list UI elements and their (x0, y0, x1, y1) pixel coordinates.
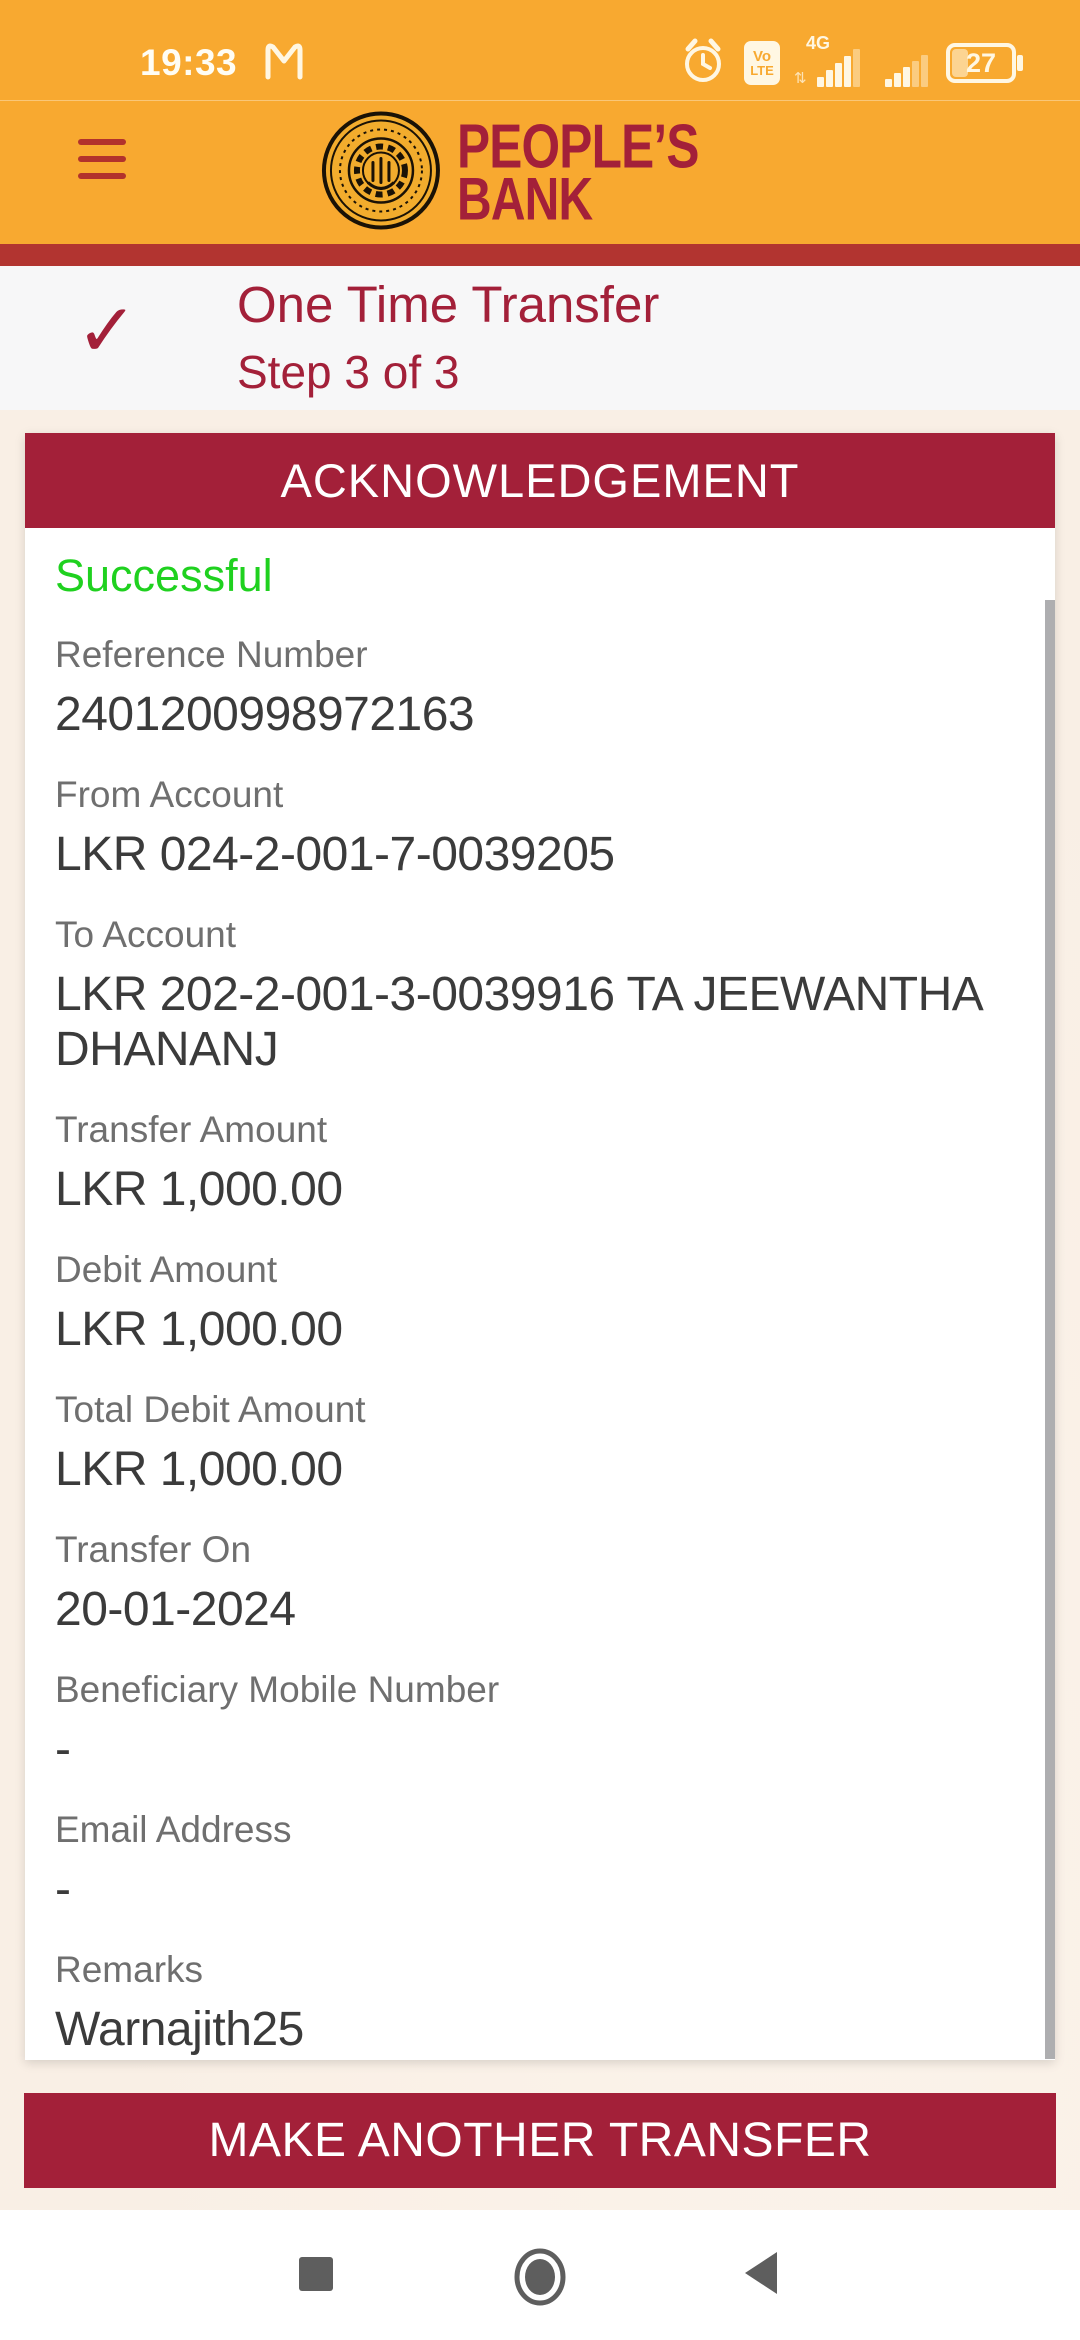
acknowledgement-card (25, 433, 1055, 2060)
detail-label: Debit Amount (55, 1249, 278, 1290)
detail-label: Transfer On (55, 1529, 252, 1570)
detail-label: To Account (55, 914, 237, 955)
gmail-icon (263, 41, 305, 86)
alarm-clock-icon (680, 37, 726, 90)
detail-row (55, 1808, 1025, 1917)
detail-value: LKR 1,000.00 (55, 1163, 343, 1216)
step-header (0, 266, 1080, 410)
battery-icon (946, 43, 1016, 83)
app-header (0, 100, 1080, 245)
recents-square-icon[interactable] (299, 2257, 333, 2291)
home-circle-icon[interactable] (513, 2248, 567, 2311)
status-bar (0, 0, 1080, 100)
detail-row (55, 913, 1025, 1077)
detail-label: Remarks (55, 1949, 204, 1990)
volte-badge: Vo LTE (744, 41, 780, 85)
card-body (25, 528, 1055, 2057)
detail-row (55, 1108, 1025, 1217)
detail-label: Beneficiary Mobile Number (55, 1669, 500, 1710)
transfer-status: Successful (55, 550, 273, 601)
detail-row (55, 1668, 1025, 1777)
detail-label: Transfer Amount (55, 1109, 328, 1150)
detail-label: Email Address (55, 1809, 292, 1850)
detail-value: Warnajith25 (55, 2003, 304, 2056)
detail-label: From Account (55, 774, 284, 815)
detail-row (55, 1248, 1025, 1357)
detail-value: LKR 024-2-001-7-0039205 (55, 828, 615, 881)
detail-row (55, 1948, 1025, 2057)
detail-value: 20-01-2024 (55, 1583, 296, 1636)
detail-row (55, 1528, 1025, 1637)
detail-value: LKR 202-2-001-3-0039916 TA JEEWANTHA DHANANJ (55, 968, 981, 1076)
card-header: ACKNOWLEDGEMENT (25, 433, 1055, 528)
detail-value: LKR 1,000.00 (55, 1443, 343, 1496)
brand-line2: BANK (456, 165, 593, 233)
step-indicator: Step 3 of 3 (237, 346, 460, 399)
peoples-bank-logo (321, 111, 759, 236)
detail-value: - (55, 1863, 71, 1916)
detail-row (55, 1388, 1025, 1497)
signal-bars-sim2-icon (878, 37, 928, 89)
menu-icon[interactable] (78, 139, 126, 179)
clock-time: 19:33 (140, 42, 238, 83)
detail-value: 2401200998972163 (55, 688, 475, 741)
detail-row (55, 633, 1025, 742)
make-another-transfer-button[interactable]: MAKE ANOTHER TRANSFER (24, 2093, 1056, 2188)
peoples-bank-emblem (321, 111, 441, 236)
battery-percent: 27 (965, 47, 997, 78)
brand-wordmark (456, 112, 699, 233)
brand-line1: PEOPLE’S (456, 112, 699, 182)
detail-value: - (55, 1723, 71, 1776)
detail-rows (55, 633, 1025, 2057)
android-nav-bar (0, 2210, 1080, 2340)
signal-bars-sim1-icon: 4G ⇅ (798, 37, 860, 89)
page-title: One Time Transfer (237, 276, 660, 333)
back-triangle-icon[interactable] (745, 2252, 777, 2294)
detail-row (55, 773, 1025, 882)
scrollbar-thumb[interactable] (1045, 600, 1055, 2059)
header-accent-strip (0, 244, 1080, 266)
checkmark-icon: ✓ (76, 289, 139, 372)
detail-label: Reference Number (55, 634, 368, 675)
detail-label: Total Debit Amount (55, 1389, 366, 1430)
detail-value: LKR 1,000.00 (55, 1303, 343, 1356)
